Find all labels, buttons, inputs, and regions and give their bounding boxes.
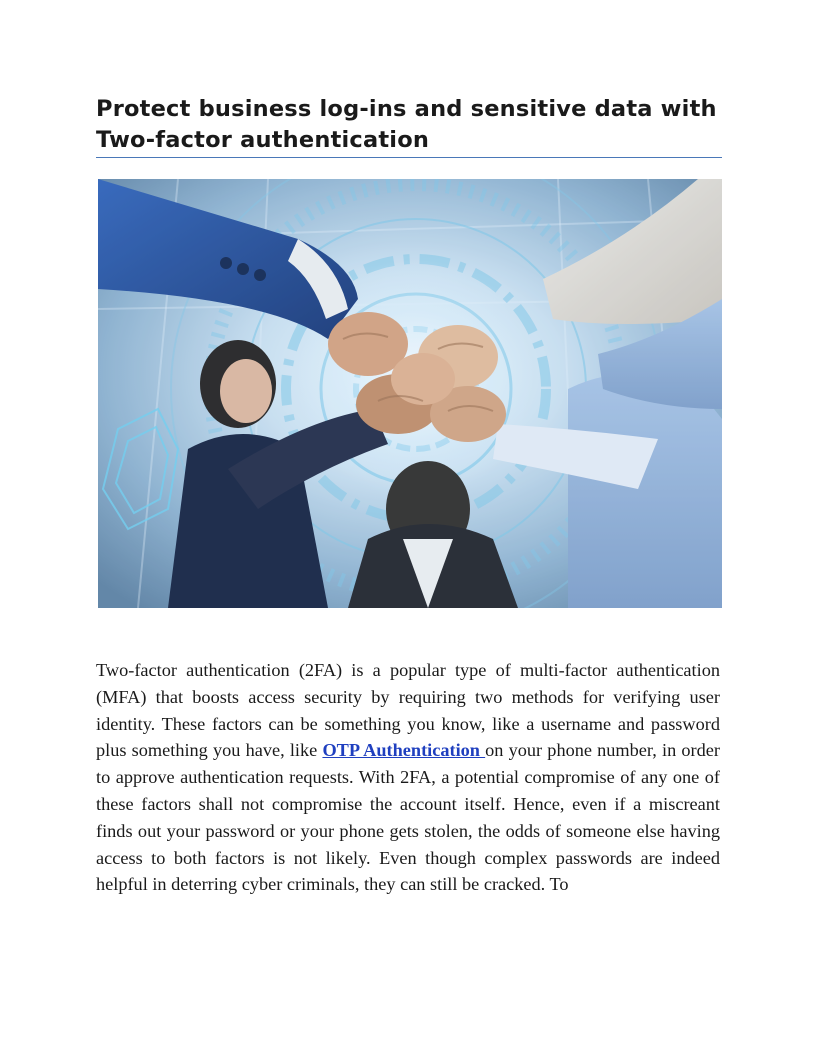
otp-authentication-link[interactable]: OTP Authentication [322,740,486,761]
body-text-after-link: on your phone number, in order to approve authentication requests. With 2FA, a potential compromise of any one of these factors shall not compromise the account itself. Hence, even if a miscreant finds out your password or your phone gets stolen, the odds of someone else having access to both factors is not likely. Even though complex passwords are indeed helpful in deterring cyber criminals, they can still be cracked. To [96,740,720,895]
team-fist-bump-photo-icon [98,179,722,608]
page-title: Protect business log-ins and sensitive data with Two-factor authentication [96,96,717,153]
body-paragraph [96,657,720,898]
hero-image [98,179,722,608]
body-text-before-link: Two-factor authentication (2FA) is a popular type of multi-factor authentication (MFA) that boosts access security by requiring two methods for verifying user identity. These factors can be something you know, like a username and password plus something you have, like [96,660,720,761]
title-underline-divider [96,157,722,158]
